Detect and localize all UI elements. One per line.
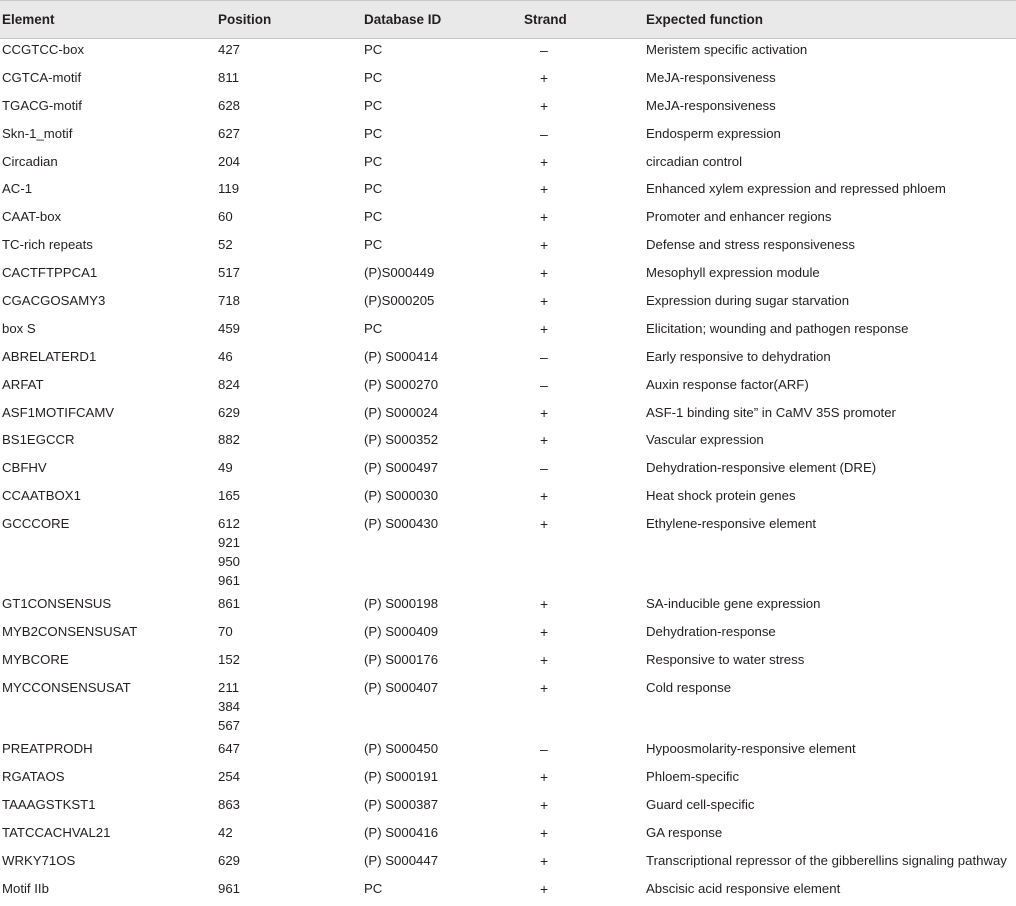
cell-strand: + xyxy=(540,679,549,696)
cell-expected-function: Dehydration-responsive element (DRE) xyxy=(646,460,877,476)
position-value: 629 xyxy=(218,404,241,420)
cell-position xyxy=(216,822,362,850)
cell-element: CGACGOSAMY3 xyxy=(2,293,106,309)
cell-element: WRKY71OS xyxy=(2,852,76,868)
cell-strand: + xyxy=(540,181,549,198)
cell-expected-function: Ethylene-responsive element xyxy=(646,516,817,532)
cell-strand: + xyxy=(540,320,549,337)
table-row xyxy=(0,677,1016,738)
cell-position xyxy=(216,151,362,179)
position-value: 629 xyxy=(218,852,241,868)
header-position: Position xyxy=(216,1,362,39)
position-value: 921 xyxy=(218,535,241,551)
cell-database-id: PC xyxy=(364,237,383,253)
position-value: 42 xyxy=(218,824,233,840)
cell-database-id: PC xyxy=(364,69,383,85)
cell-database-id: (P) S000198 xyxy=(364,596,439,612)
table-row xyxy=(0,485,1016,513)
cell-database-id: (P) S000450 xyxy=(364,741,439,757)
cell-element: MYBCORE xyxy=(2,652,69,668)
cell-database-id: PC xyxy=(364,125,383,141)
cell-element: TAAAGSTKST1 xyxy=(2,796,96,812)
cell-strand: + xyxy=(540,69,549,86)
cell-strand: + xyxy=(540,852,549,869)
cell-strand: + xyxy=(540,209,549,226)
cell-element: PREATPRODH xyxy=(2,741,93,757)
cell-element: CGTCA-motif xyxy=(2,69,82,85)
cell-position xyxy=(216,95,362,123)
cell-position xyxy=(216,738,362,766)
table-row xyxy=(0,346,1016,374)
position-value: 627 xyxy=(218,125,241,141)
position-value: 46 xyxy=(218,348,233,364)
cell-strand: + xyxy=(540,97,549,114)
position-value: 861 xyxy=(218,596,241,612)
cell-expected-function: Early responsive to dehydration xyxy=(646,348,831,364)
cell-element: TGACG-motif xyxy=(2,97,82,113)
cell-strand: + xyxy=(540,293,549,310)
cell-position xyxy=(216,485,362,513)
cell-expected-function: circadian control xyxy=(646,153,743,169)
position-value: 459 xyxy=(218,320,241,336)
cell-position xyxy=(216,457,362,485)
cell-database-id: (P) S000176 xyxy=(364,652,439,668)
position-value: 647 xyxy=(218,741,241,757)
cell-element: CCAATBOX1 xyxy=(2,488,81,504)
cell-expected-function: Guard cell-specific xyxy=(646,796,755,812)
table-row xyxy=(0,457,1016,485)
cell-strand: – xyxy=(540,42,548,58)
cell-position xyxy=(216,67,362,95)
position-value: 517 xyxy=(218,265,241,281)
cell-database-id: PC xyxy=(364,320,383,336)
cell-expected-function: Dehydration-response xyxy=(646,624,776,640)
cell-strand: + xyxy=(540,153,549,170)
table-row xyxy=(0,39,1016,67)
cell-position xyxy=(216,402,362,430)
cell-element: Skn-1_motif xyxy=(2,125,73,141)
position-value: 961 xyxy=(218,572,241,588)
cell-expected-function: Promoter and enhancer regions xyxy=(646,209,832,225)
cell-database-id: (P) S000387 xyxy=(364,796,439,812)
position-value: 52 xyxy=(218,237,233,253)
cell-expected-function: Hypoosmolarity-responsive element xyxy=(646,741,856,757)
table-row xyxy=(0,262,1016,290)
position-value: 152 xyxy=(218,652,241,668)
cell-element: CACTFTPPCA1 xyxy=(2,265,98,281)
cell-strand: + xyxy=(540,488,549,505)
cell-strand: + xyxy=(540,237,549,254)
cell-expected-function: Heat shock protein genes xyxy=(646,488,796,504)
cell-database-id: PC xyxy=(364,42,383,57)
position-value: 863 xyxy=(218,796,241,812)
cell-database-id: (P) S000414 xyxy=(364,348,439,364)
header-expected-function: Expected function xyxy=(644,1,1016,39)
table-row xyxy=(0,123,1016,151)
table-row xyxy=(0,878,1016,906)
cell-position xyxy=(216,318,362,346)
cell-strand: + xyxy=(540,880,549,897)
cell-element: RGATAOS xyxy=(2,769,65,785)
cell-position xyxy=(216,206,362,234)
table-row xyxy=(0,822,1016,850)
cell-element: Circadian xyxy=(2,153,58,169)
cell-strand: + xyxy=(540,596,549,613)
cell-database-id: (P) S000024 xyxy=(364,404,439,420)
cell-element: MYCCONSENSUSAT xyxy=(2,679,131,695)
table-row xyxy=(0,621,1016,649)
position-value: 384 xyxy=(218,698,241,714)
position-value: 70 xyxy=(218,624,233,640)
cell-element: ABRELATERD1 xyxy=(2,348,97,364)
cell-database-id: (P) S000407 xyxy=(364,679,439,695)
header-element: Element xyxy=(0,1,216,39)
position-value: 49 xyxy=(218,460,233,476)
table-row xyxy=(0,402,1016,430)
cell-database-id: (P) S000430 xyxy=(364,516,439,532)
cell-position xyxy=(216,621,362,649)
position-value: 165 xyxy=(218,488,241,504)
cell-expected-function: Phloem-specific xyxy=(646,769,740,785)
cell-expected-function: Abscisic acid responsive element xyxy=(646,880,841,896)
cell-strand: + xyxy=(540,796,549,813)
cell-expected-function: MeJA-responsiveness xyxy=(646,69,776,85)
cell-strand: + xyxy=(540,769,549,786)
position-value: 211 xyxy=(218,679,240,695)
table-row xyxy=(0,593,1016,621)
table-row xyxy=(0,290,1016,318)
cell-element: ARFAT xyxy=(2,376,44,392)
position-value: 60 xyxy=(218,209,233,225)
table-header xyxy=(0,1,1016,39)
cell-expected-function: Vascular expression xyxy=(646,432,764,448)
cell-expected-function: Auxin response factor(ARF) xyxy=(646,376,809,392)
position-value: 718 xyxy=(218,293,241,309)
cell-position xyxy=(216,593,362,621)
cell-position xyxy=(216,262,362,290)
cell-element: TC-rich repeats xyxy=(2,237,93,253)
cell-database-id: (P) S000416 xyxy=(364,824,439,840)
cell-element: ASF1MOTIFCAMV xyxy=(2,404,115,420)
cell-position xyxy=(216,123,362,151)
cell-strand: + xyxy=(540,432,549,449)
cell-position xyxy=(216,850,362,878)
table-row xyxy=(0,318,1016,346)
cell-database-id: (P)S000449 xyxy=(364,265,435,281)
cell-element: box S xyxy=(2,320,36,336)
cell-position xyxy=(216,513,362,593)
cell-strand: + xyxy=(540,265,549,282)
table-row xyxy=(0,649,1016,677)
cell-database-id: PC xyxy=(364,153,383,169)
position-value: 204 xyxy=(218,153,241,169)
cell-expected-function: Responsive to water stress xyxy=(646,652,805,668)
table-row xyxy=(0,151,1016,179)
cell-expected-function: Mesophyll expression module xyxy=(646,265,820,281)
table-row xyxy=(0,766,1016,794)
cell-database-id: (P) S000352 xyxy=(364,432,439,448)
cell-expected-function: Elicitation; wounding and pathogen response xyxy=(646,320,909,336)
cell-database-id: (P)S000205 xyxy=(364,293,435,309)
cell-element: GCCCORE xyxy=(2,516,70,532)
cell-position xyxy=(216,346,362,374)
cell-element: Motif IIb xyxy=(2,880,49,896)
cell-strand: – xyxy=(540,741,548,758)
cell-element: CBFHV xyxy=(2,460,47,476)
cell-database-id: (P) S000191 xyxy=(364,769,439,785)
cell-element: CCGTCC-box xyxy=(2,42,85,57)
cell-position xyxy=(216,39,362,67)
cell-strand: – xyxy=(540,460,548,477)
cell-element: MYB2CONSENSUSAT xyxy=(2,624,138,640)
cell-database-id: (P) S000409 xyxy=(364,624,439,640)
cell-database-id: (P) S000270 xyxy=(364,376,439,392)
cell-position xyxy=(216,794,362,822)
cell-strand: – xyxy=(540,376,548,393)
cell-element: TATCCACHVAL21 xyxy=(2,824,111,840)
cell-database-id: PC xyxy=(364,97,383,113)
cell-position xyxy=(216,234,362,262)
cell-position xyxy=(216,677,362,738)
cell-database-id: PC xyxy=(364,880,383,896)
cell-database-id: PC xyxy=(364,209,383,225)
cell-strand: + xyxy=(540,652,549,669)
cell-element: GT1CONSENSUS xyxy=(2,596,112,612)
table-row xyxy=(0,206,1016,234)
table-row xyxy=(0,794,1016,822)
table-row xyxy=(0,374,1016,402)
cell-position xyxy=(216,649,362,677)
cell-position xyxy=(216,766,362,794)
cell-position xyxy=(216,290,362,318)
cell-strand: + xyxy=(540,516,549,533)
position-value: 950 xyxy=(218,553,241,569)
cell-expected-function: MeJA-responsiveness xyxy=(646,97,776,113)
cell-database-id: (P) S000030 xyxy=(364,488,439,504)
cell-element: AC-1 xyxy=(2,181,33,197)
cell-database-id: PC xyxy=(364,181,383,197)
cell-expected-function: Endosperm expression xyxy=(646,125,781,141)
cell-expected-function: Cold response xyxy=(646,679,732,695)
position-value: 961 xyxy=(218,880,241,896)
cell-expected-function: Expression during sugar starvation xyxy=(646,293,850,309)
table-row xyxy=(0,95,1016,123)
cell-expected-function: Transcriptional repressor of the gibberellins signaling pathway xyxy=(646,852,1007,868)
position-value: 824 xyxy=(218,376,241,392)
position-value: 119 xyxy=(218,181,240,197)
cell-strand: + xyxy=(540,404,549,421)
position-value: 427 xyxy=(218,42,241,57)
table-body xyxy=(0,39,1016,906)
table-row xyxy=(0,429,1016,457)
cell-expected-function: Meristem specific activation xyxy=(646,42,808,57)
cell-expected-function: GA response xyxy=(646,824,723,840)
cell-expected-function: SA-inducible gene expression xyxy=(646,596,821,612)
table-row xyxy=(0,178,1016,206)
cell-expected-function: Enhanced xylem expression and repressed phloem xyxy=(646,181,946,197)
table-row xyxy=(0,513,1016,593)
position-value: 567 xyxy=(218,717,241,733)
cell-strand: + xyxy=(540,824,549,841)
position-value: 882 xyxy=(218,432,241,448)
position-value: 628 xyxy=(218,97,241,113)
position-value: 612 xyxy=(218,516,241,532)
cell-position xyxy=(216,429,362,457)
cell-element: CAAT-box xyxy=(2,209,62,225)
table-row xyxy=(0,67,1016,95)
cell-position xyxy=(216,374,362,402)
cell-position xyxy=(216,878,362,906)
header-strand: Strand xyxy=(512,1,644,39)
cell-database-id: (P) S000447 xyxy=(364,852,439,868)
header-database-id: Database ID xyxy=(362,1,512,39)
cell-element: BS1EGCCR xyxy=(2,432,75,448)
cell-expected-function: ASF-1 binding site” in CaMV 35S promoter xyxy=(646,404,896,420)
cell-position xyxy=(216,178,362,206)
cell-strand: – xyxy=(540,348,548,365)
position-value: 254 xyxy=(218,769,241,785)
cell-strand: – xyxy=(540,125,548,142)
table-row xyxy=(0,738,1016,766)
header-row xyxy=(0,1,1016,39)
cell-expected-function: Defense and stress responsiveness xyxy=(646,237,855,253)
cell-strand: + xyxy=(540,624,549,641)
cell-database-id: (P) S000497 xyxy=(364,460,439,476)
table-row xyxy=(0,850,1016,878)
position-value: 811 xyxy=(218,69,240,85)
table-row xyxy=(0,234,1016,262)
